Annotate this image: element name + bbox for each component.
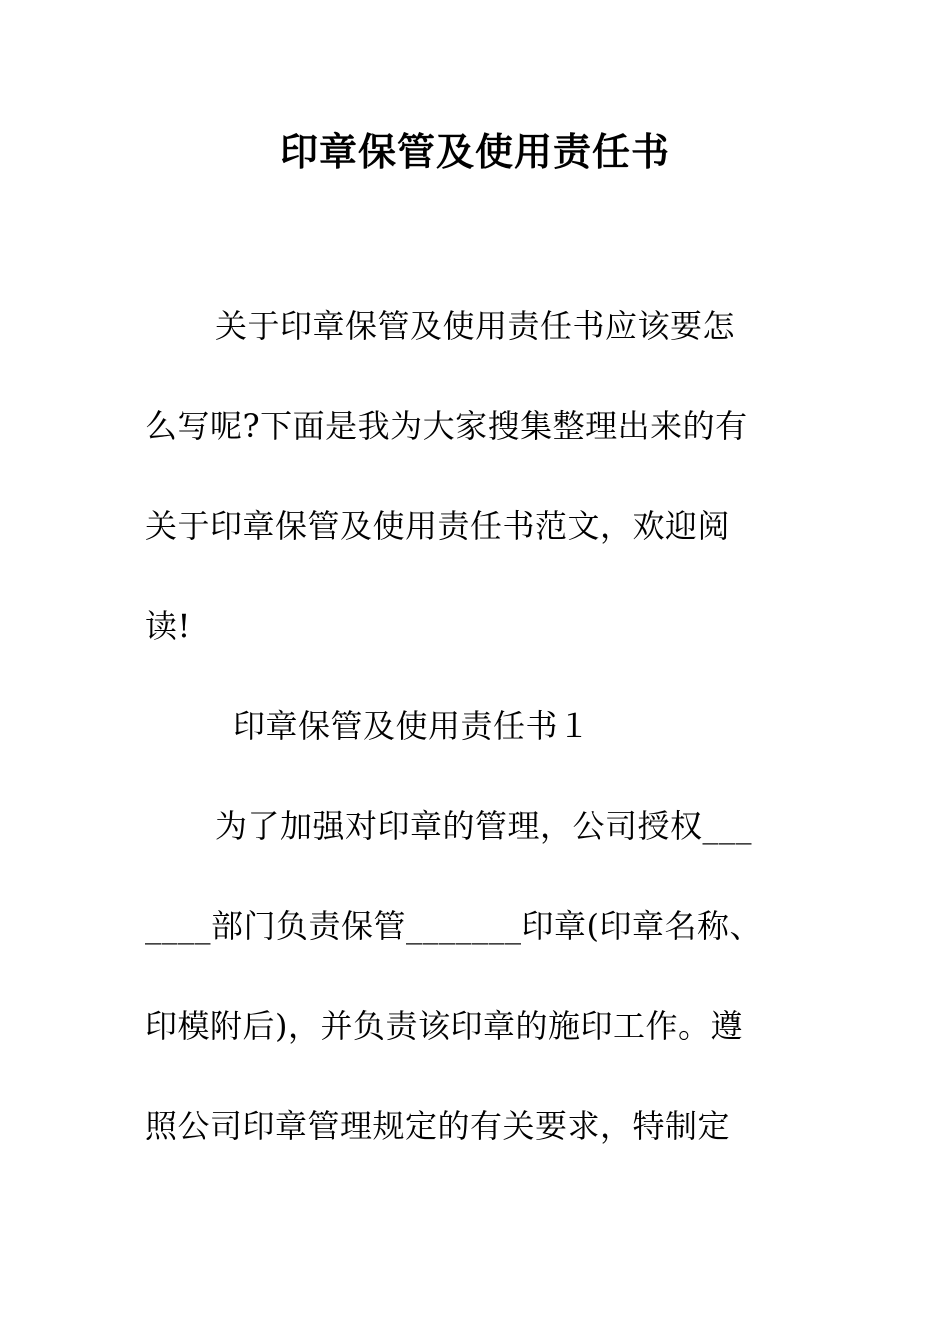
paragraph-line: 关于印章保管及使用责任书范文，欢迎阅 (145, 507, 731, 545)
paragraph-line: 印模附后)，并负责该印章的施印工作。遵 (145, 1007, 743, 1045)
paragraph-line: ____部门负责保管_______印章(印章名称、 (145, 907, 762, 945)
paragraph-line: 读! (145, 607, 191, 645)
paragraph-line: 关于印章保管及使用责任书应该要怎 (215, 307, 736, 345)
paragraph-line: 么写呢?下面是我为大家搜集整理出来的有 (145, 407, 748, 445)
section-heading: 印章保管及使用责任书１ (233, 707, 591, 745)
paragraph-line: 为了加强对印章的管理，公司授权___ (215, 807, 753, 845)
paragraph-line: 照公司印章管理规定的有关要求，特制定 (145, 1107, 731, 1145)
document-title: 印章保管及使用责任书 (279, 129, 670, 174)
